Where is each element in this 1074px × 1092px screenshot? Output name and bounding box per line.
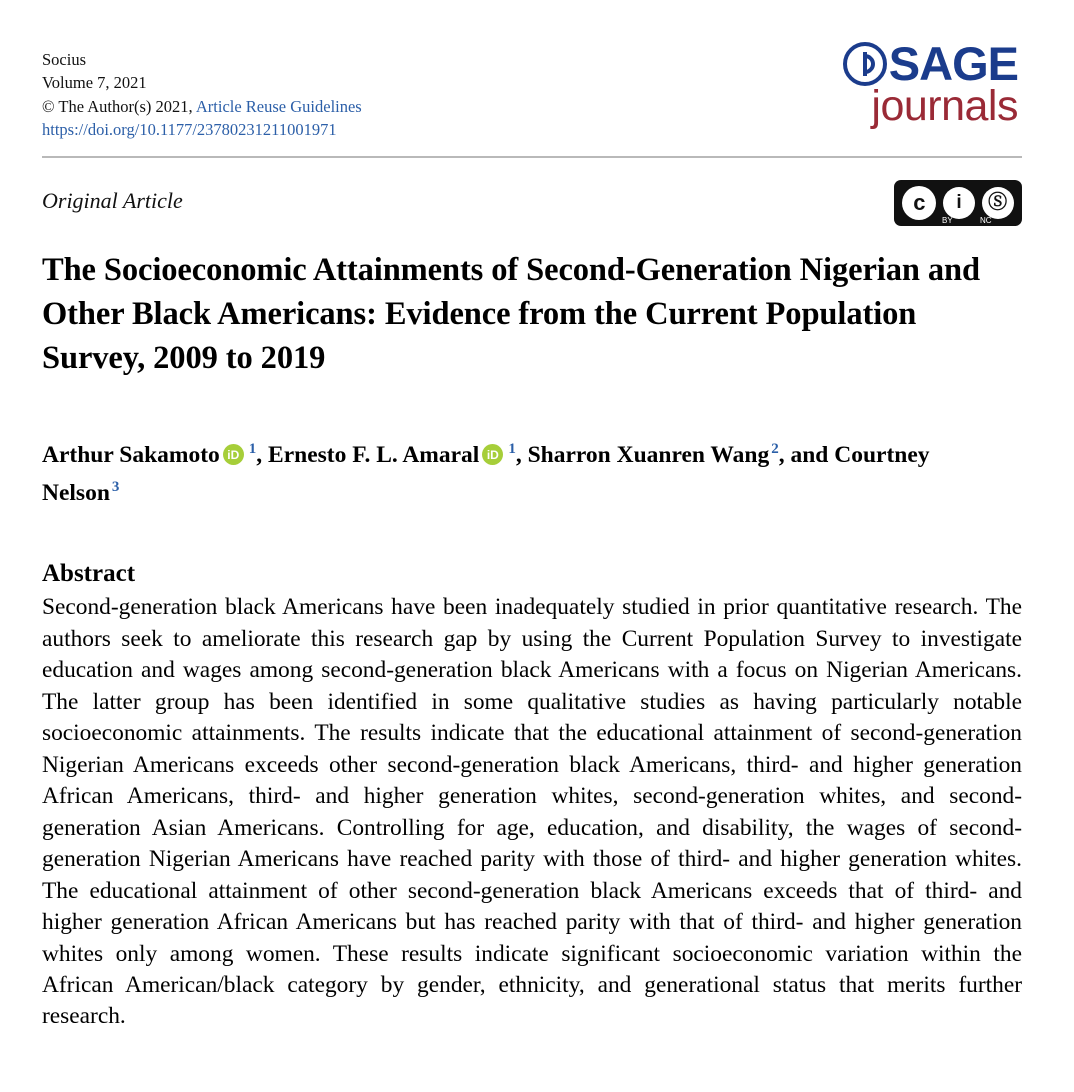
copyright-text: © The Author(s) 2021,: [42, 96, 193, 116]
author-affiliation-marker: 2: [771, 441, 779, 458]
abstract-heading: Abstract: [42, 560, 136, 588]
article-type-label: Original Article: [42, 187, 183, 213]
cc-nc-icon: Ⓢ: [982, 187, 1014, 219]
author-name[interactable]: Courtney Nelson: [42, 442, 930, 507]
cc-logo-icon: c: [902, 186, 936, 220]
masthead: [42, 38, 1022, 142]
author-affiliation-marker: 3: [111, 479, 120, 496]
author-list: [42, 436, 1002, 512]
cc-by-label: BY: [942, 215, 953, 225]
article-type-row: [42, 180, 1022, 226]
author-name[interactable]: Ernesto F. L. Amaral: [268, 442, 480, 469]
orcid-icon[interactable]: [482, 444, 503, 465]
author-separator: , and: [778, 442, 835, 469]
orcid-icon[interactable]: [223, 444, 244, 465]
sage-s-mark-icon: [843, 42, 887, 86]
sage-logo-top: [843, 37, 1018, 90]
copyright-line: [42, 95, 362, 118]
journal-metadata: [42, 38, 362, 142]
author-separator: ,: [515, 442, 528, 469]
doi-link[interactable]: https://doi.org/10.1177/23780231211001971: [42, 120, 337, 140]
masthead-divider: [42, 156, 1022, 158]
journal-volume: Volume 7, 2021: [42, 73, 147, 93]
page-title: The Socioeconomic Attainments of Second-Generation Nigerian and Other Black Americans: Evidence from the Current Population Survey, 2009 to 2019: [42, 251, 980, 377]
sage-wordmark: SAGE: [888, 37, 1018, 90]
author-name[interactable]: Arthur Sakamoto: [42, 442, 220, 469]
abstract-text: Second-generation black Americans have been inadequately studied in prior quantitative research. The authors seek to ameliorate this research gap by using the Current Population Survey to investigate education and wages among second-generation black Americans with a focus on Nigerian Americans. The latter group has been identified in some qualitative studies as having particularly notable socioeconomic attainments. The results indicate that the educational attainment of second-generation Nigerian Americans exceeds other second-generation black Americans, third- and higher generation African Americans, third- and higher generation whites, second-generation whites, and second-generation Asian Americans. Controlling for age, education, and disability, the wages of second-generation Nigerian Americans have reached parity with those of third- and higher generation whites. The educational attainment of other second-generation black Americans exceeds that of third- and higher generation African Americans but has reached parity with that of third- and higher generation whites only among women. These results indicate significant socioeconomic variation within the African American/black category by gender, ethnicity, and generational status that merits further research.: [42, 594, 1022, 1030]
sage-journals-logo[interactable]: [843, 38, 1022, 128]
cc-by-icon: i: [943, 187, 975, 219]
author-name[interactable]: Sharron Xuanren Wang: [527, 442, 770, 469]
cc-nc-label: NC: [980, 215, 992, 225]
sage-journals-wordmark: journals: [871, 81, 1018, 130]
creative-commons-badge-icon[interactable]: [894, 180, 1022, 226]
doi-line: [42, 118, 362, 141]
article-reuse-guidelines-link[interactable]: Article Reuse Guidelines: [195, 96, 362, 116]
journal-name: Socius: [42, 50, 87, 69]
author-affiliation-marker: 1: [508, 441, 516, 458]
author-separator: ,: [256, 442, 269, 469]
author-affiliation-marker: 1: [248, 441, 257, 458]
